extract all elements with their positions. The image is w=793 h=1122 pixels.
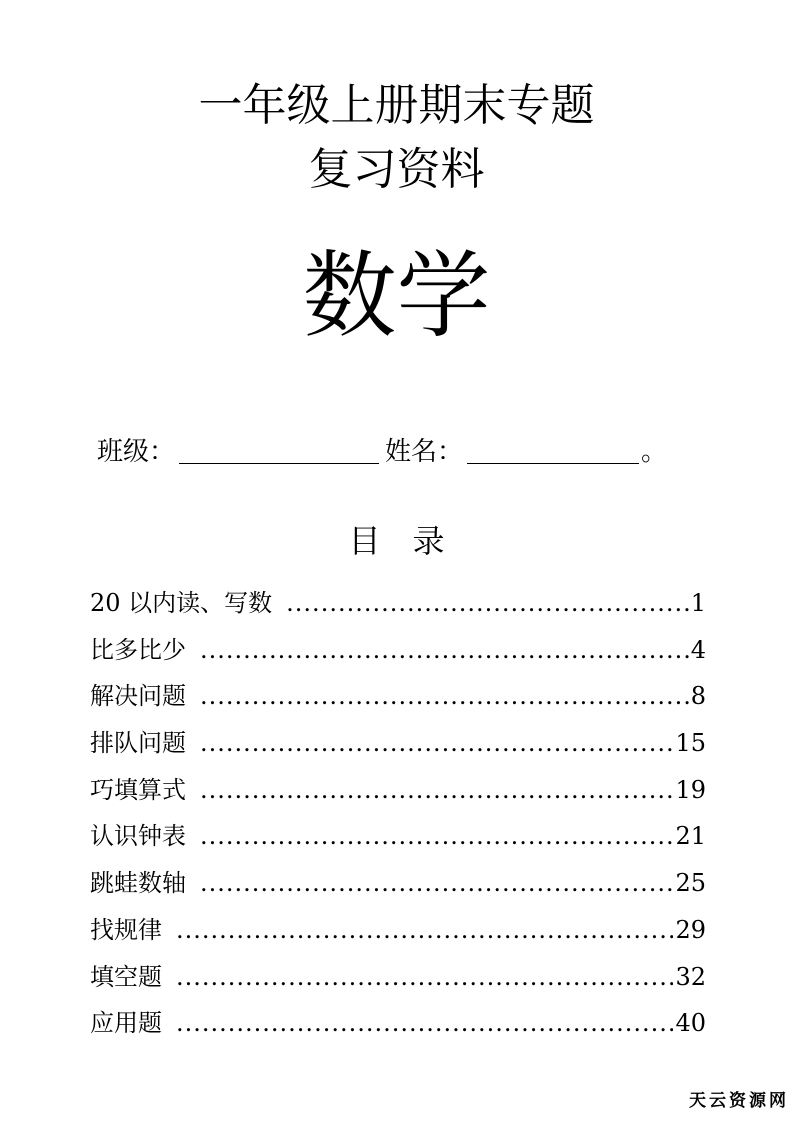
dot-leader xyxy=(176,1008,673,1038)
toc-entry-page: 15 xyxy=(675,729,706,758)
toc-entry[interactable] xyxy=(90,635,706,682)
dot-leader xyxy=(286,588,689,618)
name-label: 姓名： xyxy=(385,437,464,467)
dot-leader xyxy=(200,635,689,665)
student-info-line xyxy=(97,436,667,468)
toc-entry-page: 8 xyxy=(690,682,706,711)
dot-leader xyxy=(200,681,689,711)
dot-leader xyxy=(176,915,673,945)
toc-heading: 目 录 xyxy=(348,522,445,560)
dot-leader xyxy=(200,821,673,851)
toc-entry[interactable] xyxy=(90,868,706,915)
toc-entry-page: 25 xyxy=(675,869,706,898)
toc-entry[interactable] xyxy=(90,1008,706,1055)
toc-entry-page: 19 xyxy=(675,775,706,804)
dot-leader xyxy=(200,775,673,805)
toc-entry-page: 1 xyxy=(690,589,706,617)
toc-entry-page: 32 xyxy=(675,962,706,991)
toc-entry-page: 4 xyxy=(690,635,706,664)
toc-entry[interactable] xyxy=(90,588,706,635)
name-blank[interactable] xyxy=(467,437,639,464)
class-label: 班级： xyxy=(97,437,176,467)
toc-entry[interactable] xyxy=(90,775,706,822)
toc-entry-title: 比多比少 xyxy=(90,635,186,664)
dot-leader xyxy=(200,868,673,898)
toc-entry-title: 排队问题 xyxy=(90,729,186,758)
toc-entry-title: 填空题 xyxy=(90,962,162,991)
toc-entry-title: 20 以内读、写数 xyxy=(90,589,273,617)
watermark-logo: 天云资源网 xyxy=(689,1091,789,1111)
table-of-contents xyxy=(90,588,706,1055)
toc-entry-title: 解决问题 xyxy=(90,682,186,711)
document-title: 一年级上册期末专题 xyxy=(198,80,595,131)
toc-entry-title: 找规律 xyxy=(90,915,162,944)
toc-entry-page: 40 xyxy=(675,1009,706,1038)
toc-entry-title: 认识钟表 xyxy=(90,822,186,851)
subject-heading: 数学 xyxy=(302,242,491,351)
toc-entry[interactable] xyxy=(90,728,706,775)
toc-entry[interactable] xyxy=(90,821,706,868)
toc-entry-page: 29 xyxy=(675,915,706,944)
class-blank[interactable] xyxy=(179,437,379,464)
toc-entry[interactable] xyxy=(90,915,706,962)
toc-entry-title: 跳蛙数轴 xyxy=(90,869,186,898)
toc-entry[interactable] xyxy=(90,681,706,728)
toc-entry[interactable] xyxy=(90,962,706,1009)
dot-leader xyxy=(176,962,673,992)
toc-entry-title: 应用题 xyxy=(90,1009,162,1038)
toc-entry-page: 21 xyxy=(675,822,706,851)
dot-leader xyxy=(200,728,673,758)
toc-entry-title: 巧填算式 xyxy=(90,775,186,804)
end-mark: 。 xyxy=(641,437,668,467)
document-subtitle: 复习资料 xyxy=(308,144,485,195)
